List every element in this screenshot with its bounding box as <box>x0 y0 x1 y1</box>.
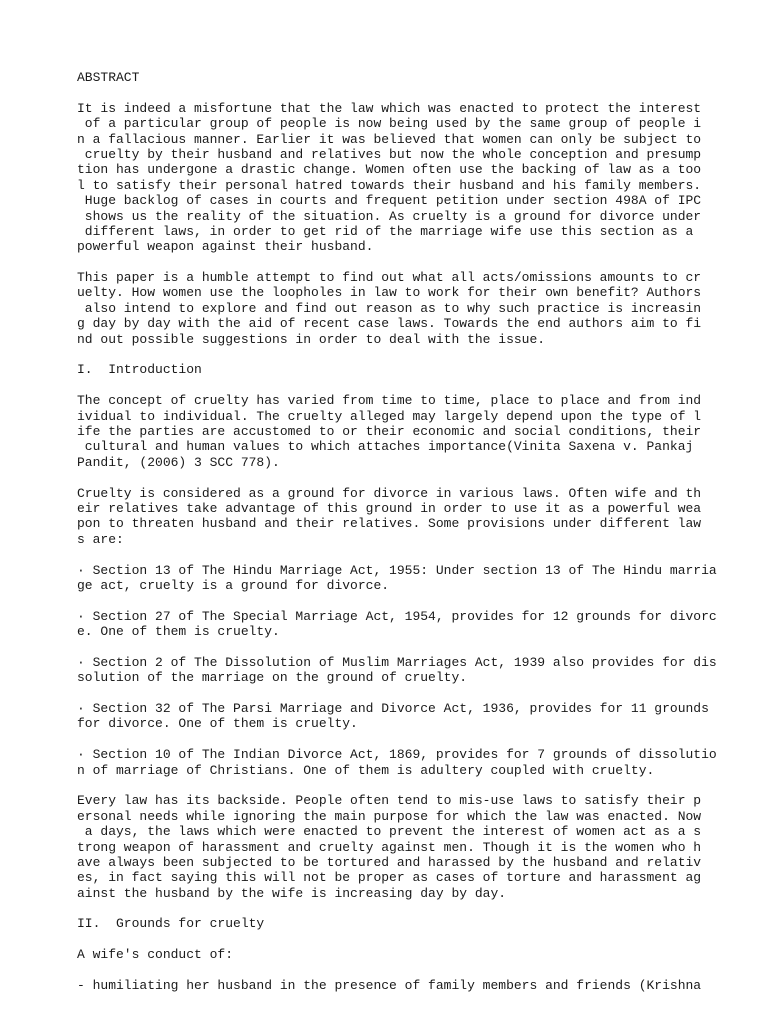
text-line <box>77 639 717 654</box>
text-line: different laws, in order to get rid of the marriage wife use this section as a <box>77 223 694 239</box>
text-line: l to satisfy their personal hatred towards their husband and his family members. <box>77 177 702 193</box>
text-line: g day by day with the aid of recent case laws. Towards the end authors aim to fi <box>77 316 702 332</box>
text-line: ainst the husband by the wife is increasing day by day. <box>77 885 507 901</box>
text-line: shows us the reality of the situation. As cruelty is a ground for divorce under <box>77 208 702 224</box>
text-line <box>77 686 717 701</box>
text-line: n a fallacious manner. Earlier it was believed that women can only be subject to <box>77 131 702 147</box>
text-line: ave always been subjected to be tortured and harassed by the husband and relativ <box>77 854 702 870</box>
text-line: nd out possible suggestions in order to deal with the issue. <box>77 331 546 347</box>
text-line: tion has undergone a drastic change. Women often use the backing of law as a too <box>77 162 702 178</box>
text-line: ABSTRACT <box>77 70 140 85</box>
text-line: es, in fact saying this will not be proper as cases of torture and harassment ag <box>77 870 702 886</box>
text-line <box>77 593 717 608</box>
document-body <box>77 70 717 993</box>
text-line: A wife's conduct of: <box>77 947 234 963</box>
text-line: · Section 2 of The Dissolution of Muslim Marriages Act, 1939 also provides for dis <box>77 654 717 670</box>
text-line: Cruelty is considered as a ground for divorce in various laws. Often wife and th <box>77 485 702 501</box>
text-line: · Section 13 of The Hindu Marriage Act, 1955: Under section 13 of The Hindu marria <box>77 562 717 578</box>
text-line <box>77 255 717 270</box>
text-line: - humiliating her husband in the presence of family members and friends (Krishna <box>77 978 702 994</box>
text-line: uelty. How women use the loopholes in law to work for their own benefit? Authors <box>77 285 702 301</box>
text-line: · Section 10 of The Indian Divorce Act, 1869, provides for 7 grounds of dissolutio <box>77 747 717 763</box>
text-line <box>77 932 717 947</box>
text-line: n of marriage of Christians. One of them is adultery coupled with cruelty. <box>77 762 655 778</box>
text-line <box>77 378 717 393</box>
text-line: Pandit, (2006) 3 SCC 778). <box>77 454 280 470</box>
text-line: a days, the laws which were enacted to prevent the interest of women act as a s <box>77 824 702 840</box>
text-line: Huge backlog of cases in courts and frequent petition under section 498A of IPC <box>77 193 702 209</box>
text-line: s are: <box>77 531 124 547</box>
text-line: I. Introduction <box>77 362 202 378</box>
text-line: of a particular group of people is now being used by the same group of people i <box>77 116 702 132</box>
text-line: powerful weapon against their husband. <box>77 239 374 255</box>
text-line: ividual to individual. The cruelty alleged may largely depend upon the type of l <box>77 408 702 424</box>
text-line: ersonal needs while ignoring the main purpose for which the law was enacted. Now <box>77 808 702 824</box>
text-line: pon to threaten husband and their relatives. Some provisions under different law <box>77 516 702 532</box>
text-line: cruelty by their husband and relatives but now the whole conception and presump <box>77 146 702 162</box>
text-line: for divorce. One of them is cruelty. <box>77 716 358 732</box>
text-line: · Section 32 of The Parsi Marriage and Divorce Act, 1936, provides for 11 grounds <box>77 701 709 717</box>
text-line: ife the parties are accustomed to or their economic and social conditions, their <box>77 423 702 439</box>
text-line: eir relatives take advantage of this ground in order to use it as a powerful wea <box>77 500 702 516</box>
text-line: · Section 27 of The Special Marriage Act, 1954, provides for 12 grounds for divorc <box>77 608 717 624</box>
text-line: Every law has its backside. People often tend to mis-use laws to satisfy their p <box>77 793 702 809</box>
text-line: also intend to explore and find out reason as to why such practice is increasin <box>77 300 702 316</box>
text-line <box>77 778 717 793</box>
text-line: trong weapon of harassment and cruelty against men. Though it is the women who h <box>77 839 702 855</box>
text-line <box>77 347 717 362</box>
text-line <box>77 470 717 485</box>
text-line: solution of the marriage on the ground of cruelty. <box>77 670 468 686</box>
text-line: II. Grounds for cruelty <box>77 916 265 932</box>
text-line <box>77 901 717 916</box>
text-line: It is indeed a misfortune that the law which was enacted to protect the interest <box>77 100 702 116</box>
text-line <box>77 547 717 562</box>
text-line <box>77 963 717 978</box>
text-line: cultural and human values to which attaches importance(Vinita Saxena v. Pankaj <box>77 439 694 455</box>
text-line: e. One of them is cruelty. <box>77 624 280 640</box>
text-line: This paper is a humble attempt to find out what all acts/omissions amounts to cr <box>77 270 702 286</box>
text-line: ge act, cruelty is a ground for divorce. <box>77 577 390 593</box>
text-line <box>77 732 717 747</box>
text-line: The concept of cruelty has varied from time to time, place to place and from ind <box>77 393 702 409</box>
text-line <box>77 85 717 100</box>
